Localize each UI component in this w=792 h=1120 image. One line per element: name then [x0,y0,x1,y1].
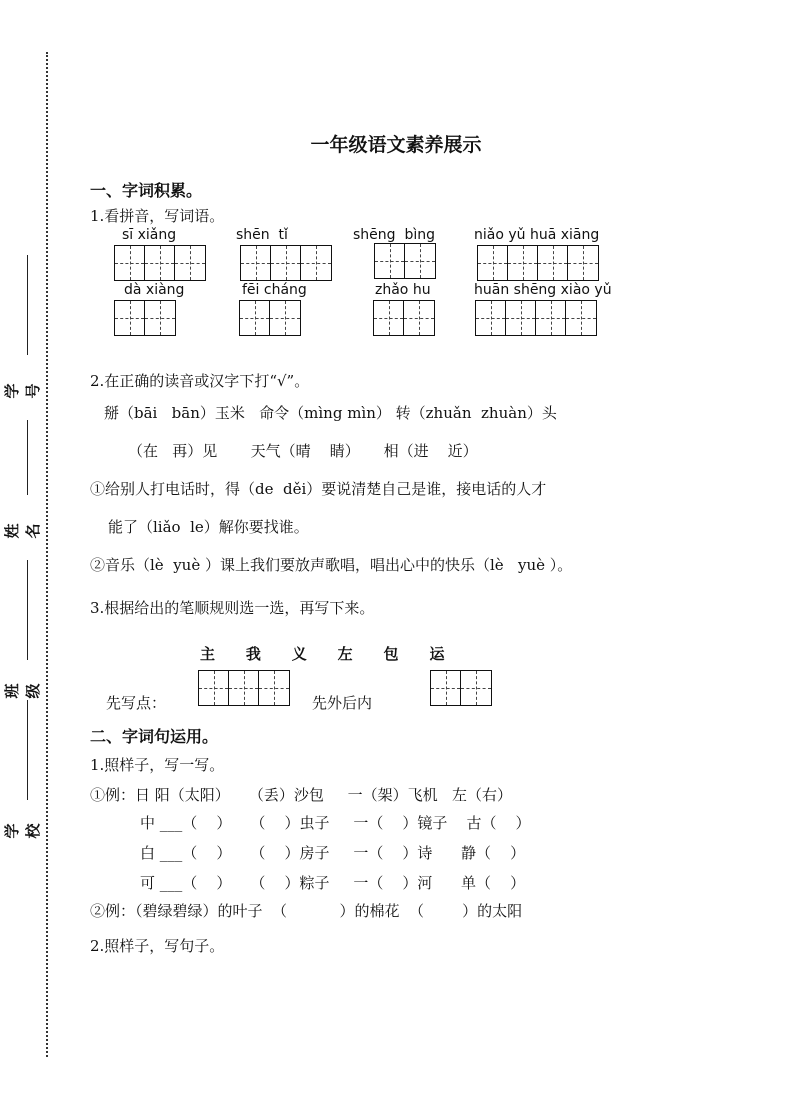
binding-dotted-line [46,52,48,1057]
q2-line-2[interactable]: （在 再）见 天气（晴 睛） 相（进 近） [128,442,478,460]
writing-grid-4[interactable] [477,245,599,281]
writing-grid-7[interactable] [373,300,435,336]
s2-row-5[interactable]: ②例：（碧绿碧绿）的叶子 （ ）的棉花 （ ）的太阳 [90,902,523,920]
q2-line-4[interactable]: 能了（liǎo le）解你要找谁。 [108,518,309,536]
pinyin-8: huān shēng xiào yǔ [474,282,612,298]
q2-line-3[interactable]: ①给别人打电话时，得（de děi）要说清楚自己是谁，接电话的人才 [90,480,547,498]
class-blank[interactable] [27,560,28,660]
s2-q2-prompt: 2.照样子，写句子。 [90,937,225,955]
s2-row-3[interactable]: 白 ___（ ） （ ）房子 一（ ）诗 静（ ） [140,844,526,862]
pinyin-3: shēng bìng [353,227,435,243]
s2-row-2[interactable]: 中 ___（ ） （ ）虫子 一（ ）镜子 古（ ） [140,814,531,832]
pinyin-5: dà xiàng [124,282,185,298]
pinyin-4: niǎo yǔ huā xiāng [474,227,600,243]
writing-grid-1[interactable] [114,245,206,281]
outer-inner-label: 先外后内 [312,694,373,712]
q2-prompt: 2.在正确的读音或汉字下打“√”。 [90,372,310,390]
stroke-order-chars: 主 我 义 左 包 运 [200,645,447,663]
s2-q1-prompt: 1.照样子，写一写。 [90,756,225,774]
writing-grid-3[interactable] [374,243,436,279]
first-dot-label: 先写点： [106,694,167,712]
name-label: 姓名 [3,523,42,539]
q1-prompt: 1.看拼音，写词语。 [90,207,225,225]
section1-heading: 一、字词积累。 [90,181,203,200]
writing-grid-5[interactable] [114,300,176,336]
writing-grid-6[interactable] [239,300,301,336]
s2-row-1: ①例：日 阳（太阳） （丢）沙包 一（架）飞机 左（右） [90,786,512,804]
stroke-grid-2[interactable] [430,670,492,706]
school-blank[interactable] [27,700,28,800]
student-no-blank[interactable] [27,255,28,355]
q2-line-1[interactable]: 掰（bāi bān）玉米 命令（mìng mìn） 转（zhuǎn zhuàn）头 [104,404,557,422]
pinyin-7: zhǎo hu [375,282,431,298]
section2-heading: 二、字词句运用。 [90,727,219,746]
writing-grid-8[interactable] [475,300,597,336]
class-label: 班级 [3,683,42,699]
pinyin-2: shēn tǐ [236,227,288,243]
q3-prompt: 3.根据给出的笔顺规则选一选，再写下来。 [90,599,375,617]
school-label: 学校 [3,823,42,839]
s2-row-4[interactable]: 可 ___（ ） （ ）粽子 一（ ）河 单（ ） [140,874,526,892]
student-no-label: 学号 [3,383,42,399]
q2-line-5[interactable]: ②音乐（lè yuè ）课上我们要放声歌唱，唱出心中的快乐（lè yuè ）。 [90,556,573,574]
pinyin-1: sī xiǎng [122,227,177,243]
page-title: 一年级语文素养展示 [310,134,482,156]
stroke-grid-1[interactable] [198,670,290,706]
name-blank[interactable] [27,420,28,495]
writing-grid-2[interactable] [240,245,332,281]
pinyin-6: fēi cháng [242,282,307,298]
